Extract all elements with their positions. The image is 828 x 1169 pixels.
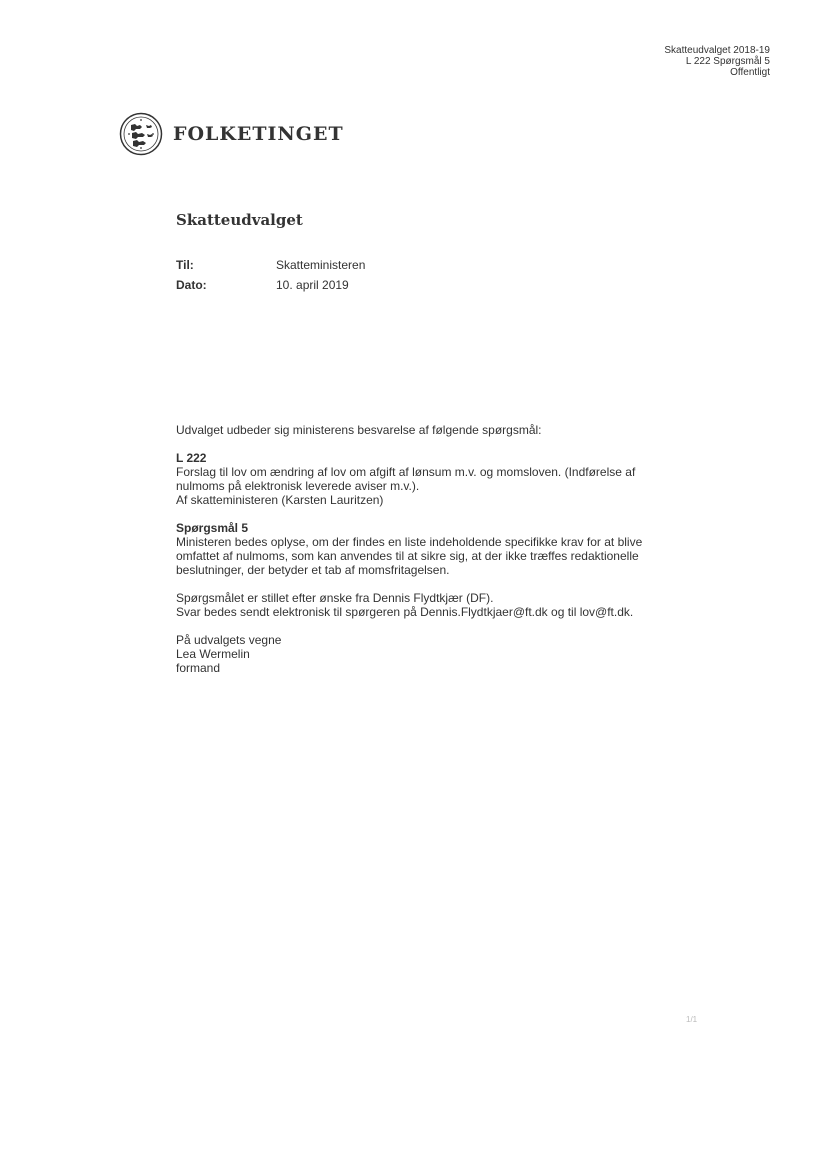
committee-name: Skatteudvalget (176, 211, 303, 229)
intro-text: Udvalget udbeder sig ministerens besvarelse af følgende spørgsmål: (176, 423, 542, 437)
question-line-1: Ministeren bedes oplyse, om der findes en liste indeholdende specifikke krav for at blive (176, 535, 643, 549)
meta-row-date (176, 278, 365, 298)
to-label: Til: (176, 258, 194, 272)
question-line-3: beslutninger, der betyder et tab af momsfritagelsen. (176, 563, 450, 577)
reply-to-text: Svar bedes sendt elektronisk til spørgeren på Dennis.Flydtkjaer@ft.dk og til lov@ft.dk. (176, 605, 634, 619)
reference-question: L 222 Spørgsmål 5 (685, 56, 770, 67)
bill-title-line-2: nulmoms på elektronisk leverede aviser m.v.). (176, 479, 420, 493)
question-heading: Spørgsmål 5 (176, 521, 249, 535)
bill-title-line-1: Forslag til lov om ændring af lov om afgift af lønsum m.v. og momsloven. (Indførelse af (176, 465, 636, 479)
reference-committee-year: Skatteudvalget 2018-19 (664, 45, 770, 56)
folketinget-seal-icon (119, 112, 163, 156)
letter-body (176, 423, 646, 675)
bill-author: Af skatteministeren (Karsten Lauritzen) (176, 493, 384, 507)
closing-line: På udvalgets vegne (176, 633, 282, 647)
letter-meta (176, 258, 365, 298)
reference-status: Offentligt (730, 67, 770, 78)
date-value: 10. april 2019 (276, 278, 349, 292)
bill-heading: L 222 (176, 451, 207, 465)
folketinget-logo (119, 112, 344, 156)
logo-name: FOLKETINGET (173, 123, 344, 145)
signatory-name: Lea Wermelin (176, 647, 250, 661)
page-number: 1/1 (686, 1015, 698, 1024)
question-line-2: omfattet af nulmoms, som kan anvendes til at sikre sig, at der ikke træffes redaktionelle (176, 549, 639, 563)
signatory-title: formand (176, 661, 221, 675)
document-reference (664, 45, 770, 78)
to-value: Skatteministeren (276, 258, 366, 272)
meta-row-to (176, 258, 365, 278)
date-label: Dato: (176, 278, 207, 292)
asked-by-text: Spørgsmålet er stillet efter ønske fra Dennis Flydtkjær (DF). (176, 591, 494, 605)
